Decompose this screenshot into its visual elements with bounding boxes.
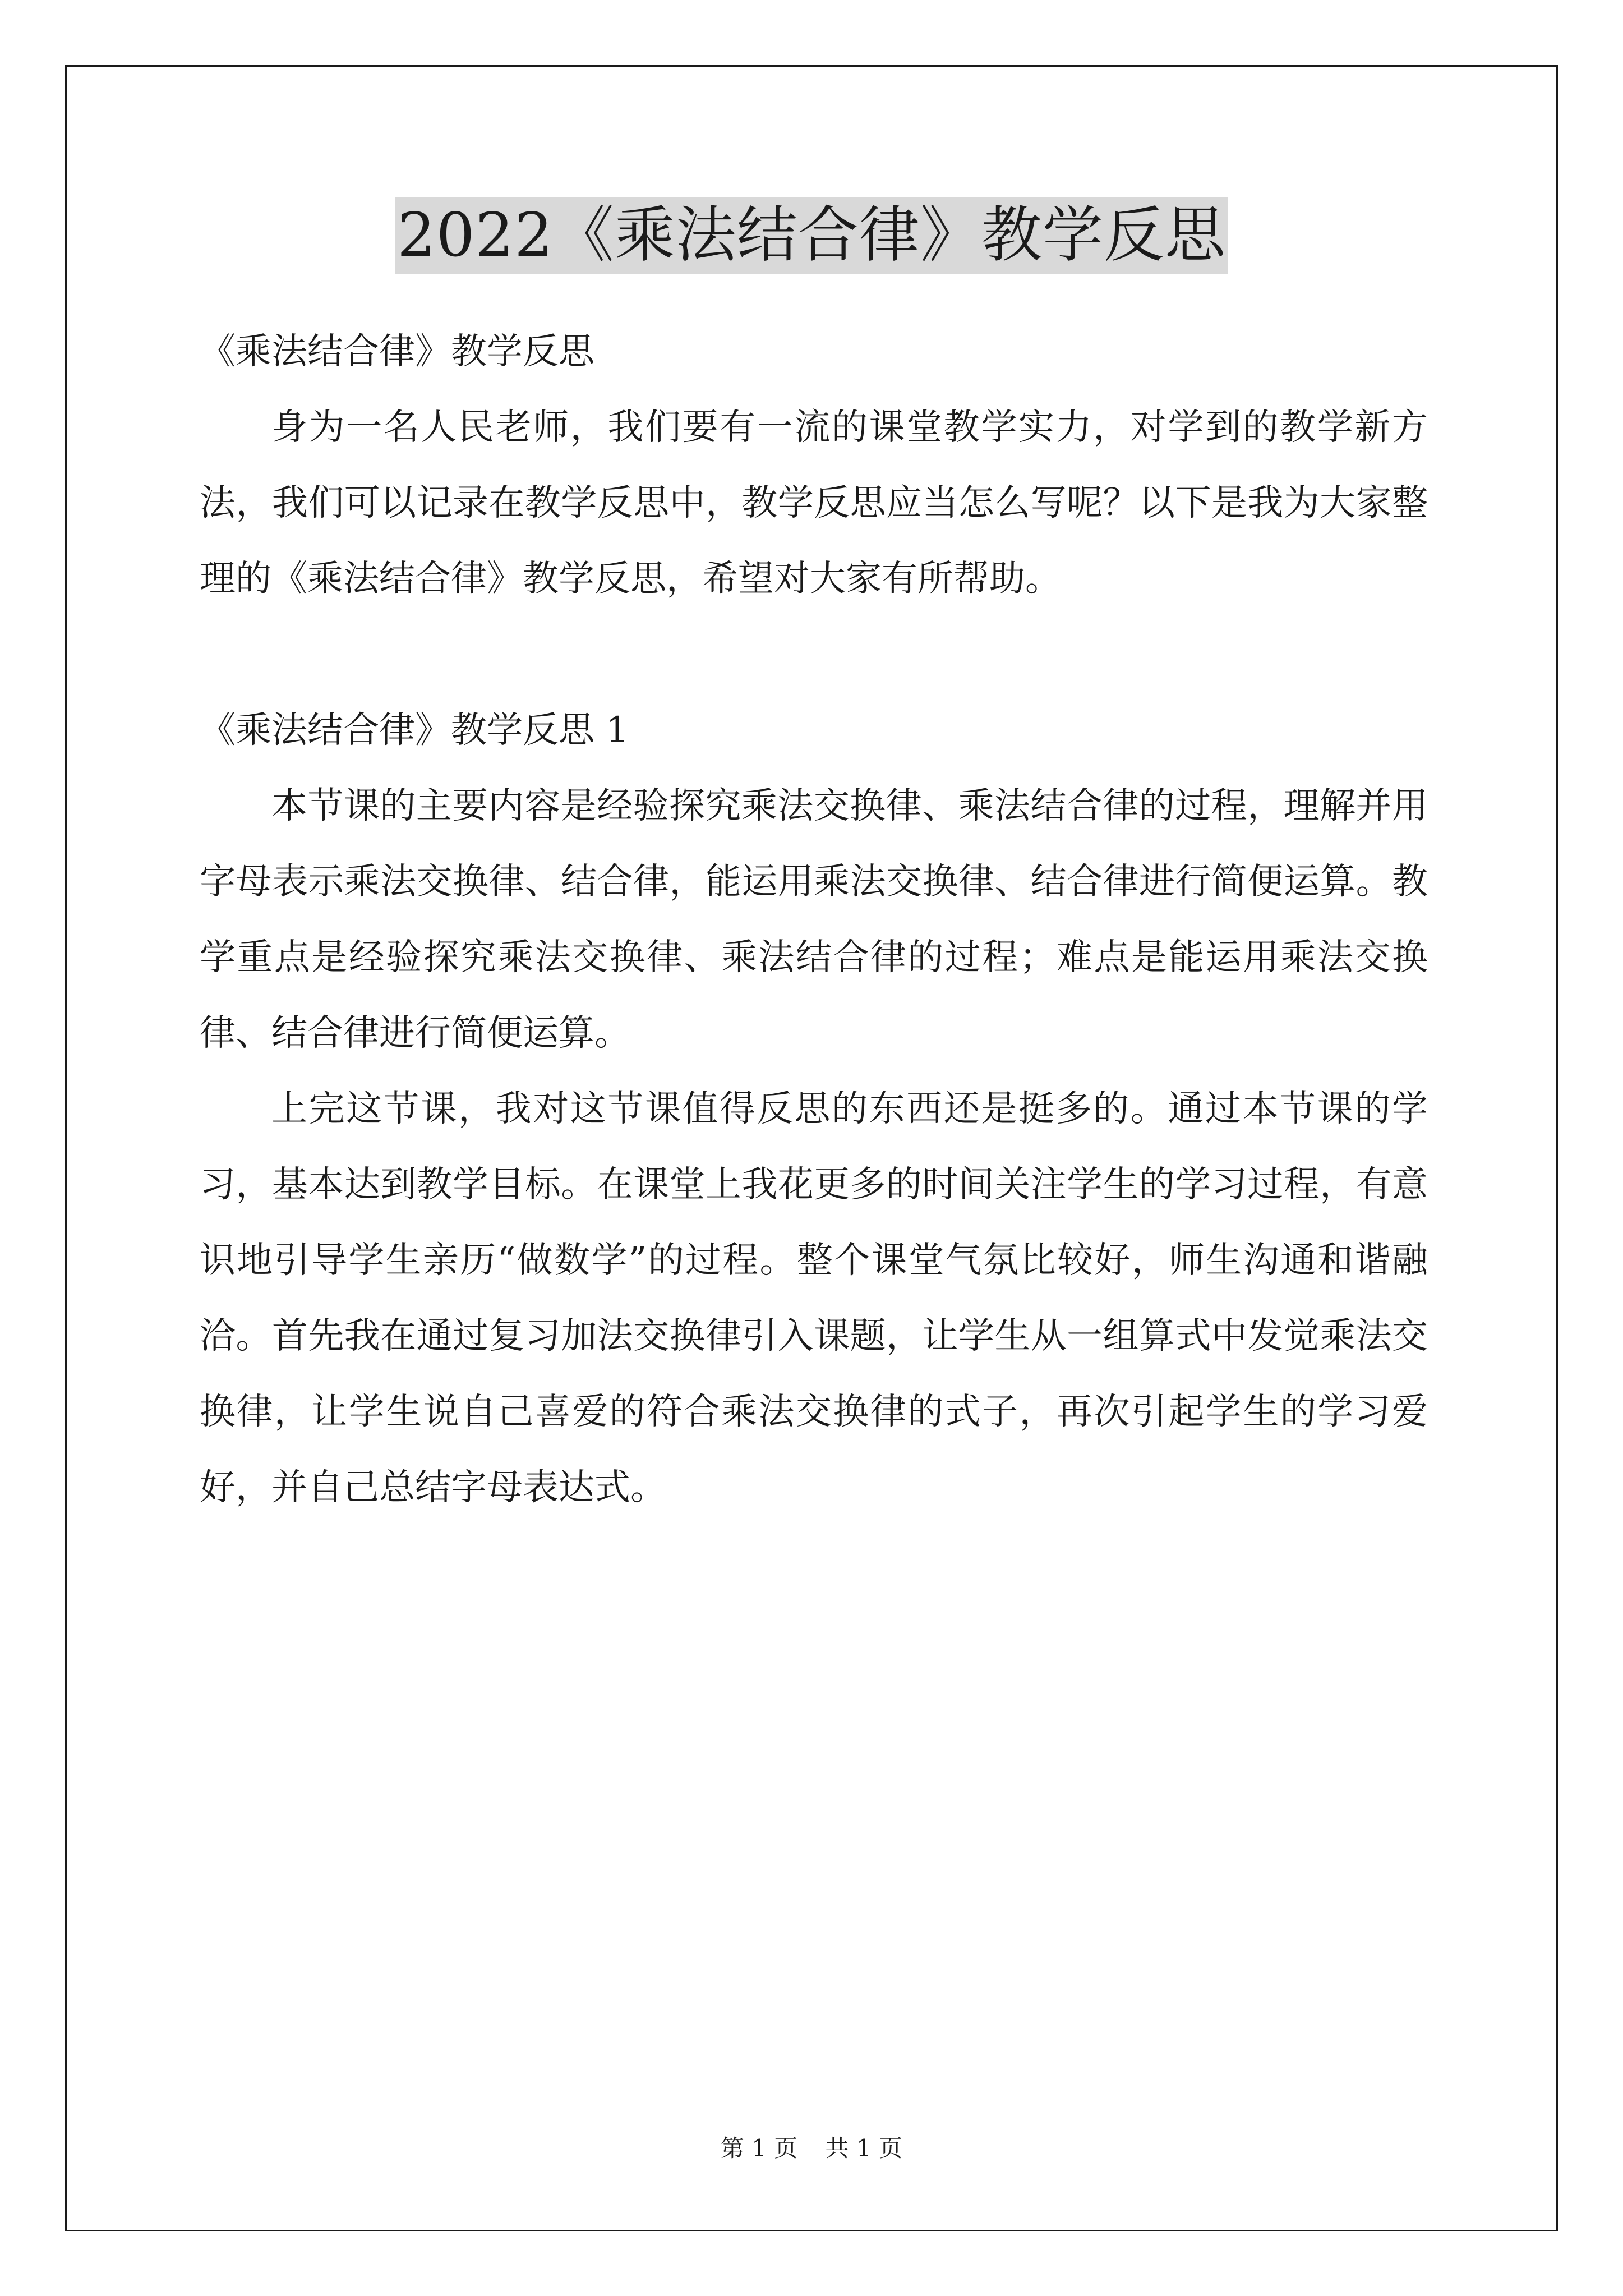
page-total: 共 1 页 [825,2134,903,2162]
section-1-paragraph-1: 本节课的主要内容是经验探究乘法交换律、乘法结合律的过程，理解并用字母表示乘法交换律、结合律，能运用乘法交换律、结合律进行简便运算。教学重点是经验探究乘法交换律、乘法结合律的过程；难点是能运用乘法交换律、结合律进行简便运算。 [200,785,1428,1054]
section-gap [200,617,1428,693]
section-1-heading: 《乘法结合律》教学反思 1 [200,710,629,751]
document-title: 2022《乘法结合律》教学反思 [395,197,1228,274]
page-footer [0,2132,1623,2165]
document-body [200,314,1428,1526]
subtitle: 《乘法结合律》教学反思 [200,331,594,372]
page-number: 第 1 页 [720,2134,798,2162]
intro-paragraph: 身为一名人民老师，我们要有一流的课堂教学实力，对学到的教学新方法，我们可以记录在教学反思中，教学反思应当怎么写呢？以下是我为大家整理的《乘法结合律》教学反思，希望对大家有所帮助。 [200,407,1428,600]
title-container [0,197,1623,274]
section-1-paragraph-2: 上完这节课，我对这节课值得反思的东西还是挺多的。通过本节课的学习，基本达到教学目标。在课堂上我花更多的时间关注学生的学习过程，有意识地引导学生亲历“做数学”的过程。整个课堂气氛比较好，师生沟通和谐融洽。首先我在通过复习加法交换律引入课题，让学生从一组算式中发觉乘法交换律，让学生说自己喜爱的符合乘法交换律的式子，再次引起学生的学习爱好，并自己总结字母表达式。 [200,1088,1428,1508]
